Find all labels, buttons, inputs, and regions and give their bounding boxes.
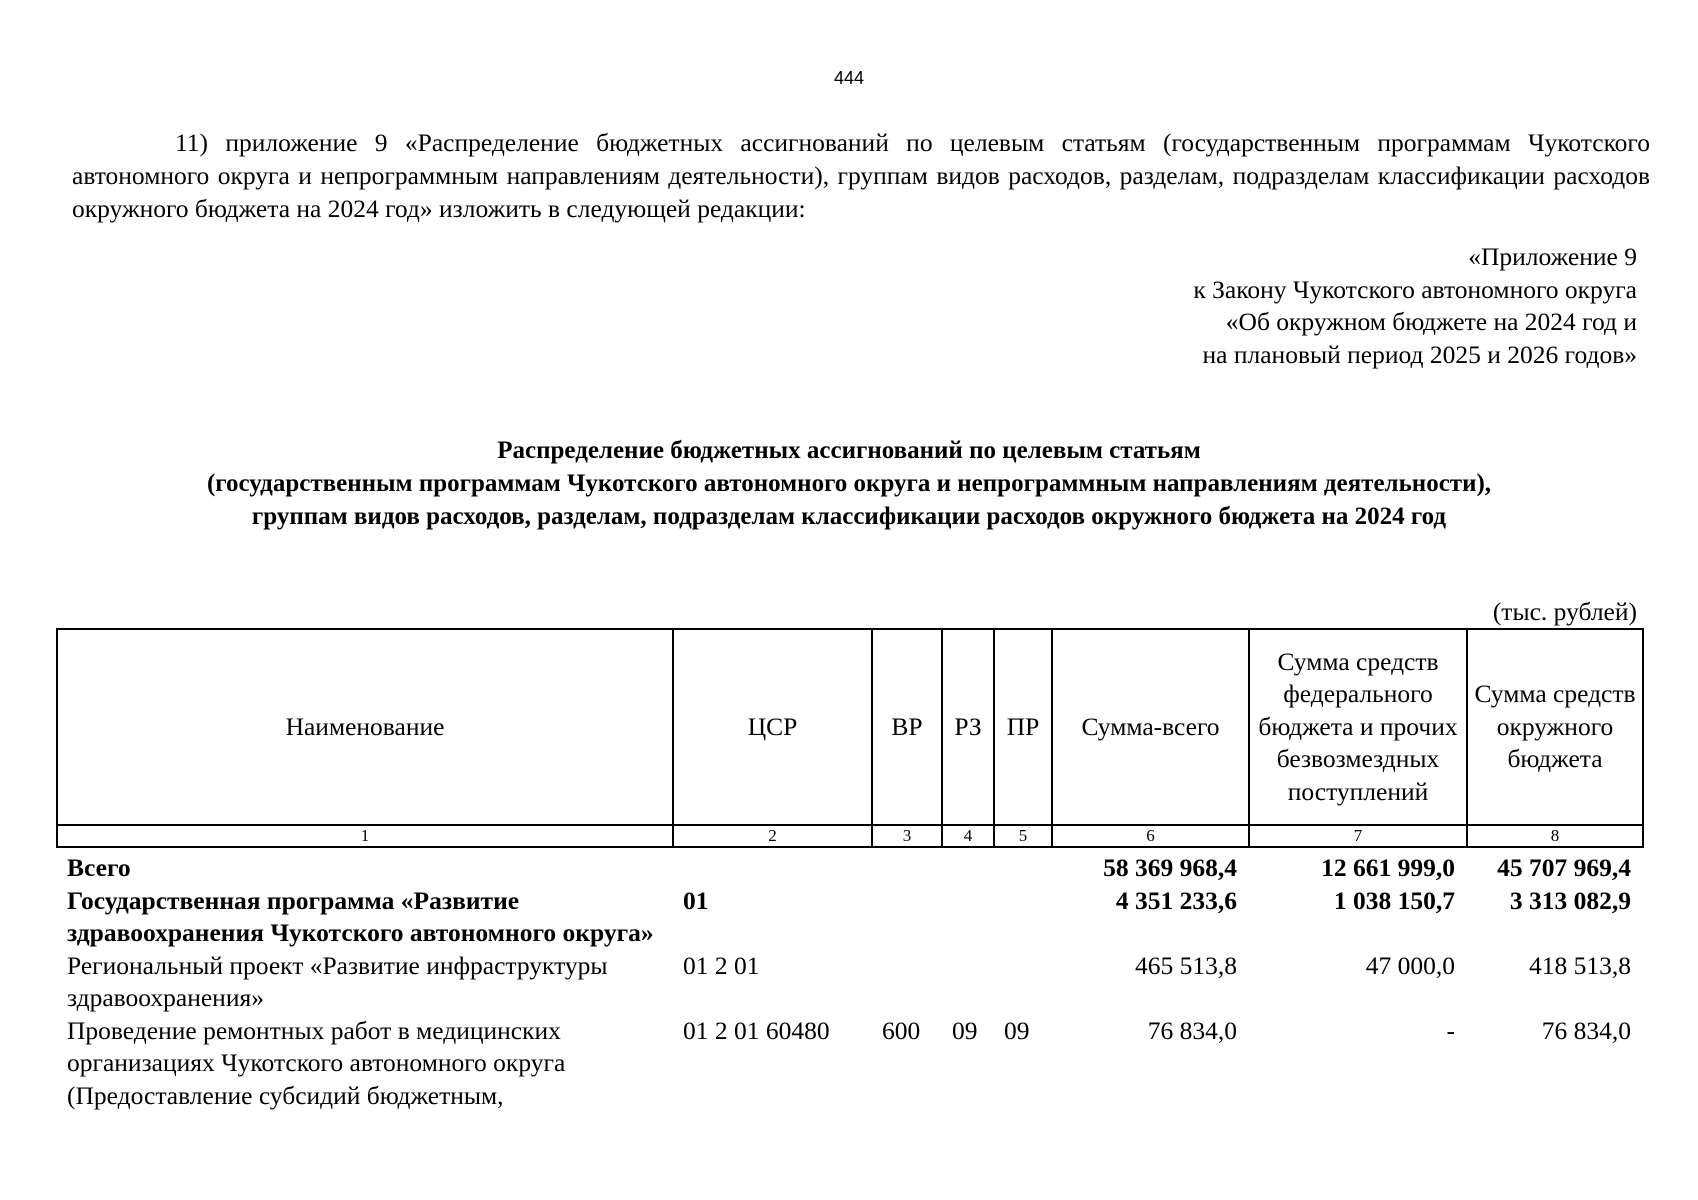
cell-federal: - <box>1446 1015 1455 1045</box>
header-federal: Сумма средств федерального бюджета и прочих безвозмездных поступлений <box>1249 629 1467 825</box>
column-number: 2 <box>673 825 872 847</box>
table-row-program <box>57 885 1643 950</box>
cell-rz <box>942 885 994 950</box>
header-district: Сумма средств окружного бюджета <box>1467 629 1643 825</box>
cell-district: 76 834,0 <box>1541 1015 1631 1045</box>
appendix-line-1: «Приложение 9 <box>1468 242 1637 271</box>
title-line-2: (государственным программам Чукотского автономного округа и непрограммным направлениям деятельности), <box>206 470 1492 497</box>
cell-pr <box>994 885 1052 950</box>
cell-name: Проведение ремонтных работ в медицинских организациях Чукотского автономного округа (Предоставление субсидий бюджетным, <box>67 1015 566 1110</box>
cell-pr: 09 <box>1004 1015 1030 1045</box>
cell-name: Региональный проект «Развитие инфраструктуры здравоохранения» <box>67 950 608 1012</box>
cell-total: 76 834,0 <box>1147 1015 1237 1045</box>
intro-paragraph: 11) приложение 9 «Распределение бюджетных ассигнований по целевым статьям (государственным программам Чукотского автономного округа и непрограммным направлениям деятельности), группам видов расходов, разделам, подразделам классификации расходов окружного бюджета на 2024 год» изложить в следующей редакции: <box>72 128 1650 223</box>
header-total: Сумма-всего <box>1052 629 1249 825</box>
cell-district: 45 707 969,4 <box>1497 853 1631 882</box>
table-header-row <box>57 629 1643 825</box>
cell-csr: 01 <box>683 885 709 915</box>
header-pr: ПР <box>994 629 1052 825</box>
table-row-total <box>57 847 1643 885</box>
cell-pr <box>994 950 1052 1015</box>
cell-rz <box>942 847 994 885</box>
cell-district: 3 313 082,9 <box>1509 885 1631 915</box>
column-number: 8 <box>1467 825 1643 847</box>
column-number: 4 <box>942 825 994 847</box>
cell-csr: 01 2 01 <box>683 950 760 980</box>
cell-federal: 12 661 999,0 <box>1321 853 1455 882</box>
cell-federal: 47 000,0 <box>1365 950 1455 980</box>
appendix-line-3: «Об окружном бюджете на 2024 год и <box>1225 307 1637 336</box>
cell-csr: 01 2 01 60480 <box>683 1015 830 1045</box>
cell-vr <box>872 950 942 1015</box>
units-label: (тыс. рублей) <box>1492 597 1637 626</box>
header-rz: РЗ <box>942 629 994 825</box>
cell-total: 58 369 968,4 <box>1103 853 1237 882</box>
appendix-reference <box>937 241 1637 371</box>
cell-federal: 1 038 150,7 <box>1333 885 1455 915</box>
page-number: 444 <box>833 68 865 88</box>
header-name: Наименование <box>57 629 673 825</box>
column-number: 5 <box>994 825 1052 847</box>
column-number: 1 <box>57 825 673 847</box>
cell-pr <box>994 847 1052 885</box>
cell-district: 418 513,8 <box>1529 950 1631 980</box>
table-row-project <box>57 950 1643 1015</box>
appendix-line-4: на плановый период 2025 и 2026 годов» <box>1202 339 1637 369</box>
document-title <box>0 434 1698 533</box>
header-vr: ВР <box>872 629 942 825</box>
cell-vr <box>872 847 942 885</box>
cell-vr: 600 <box>882 1015 921 1045</box>
column-number-row <box>57 825 1643 847</box>
column-number: 7 <box>1249 825 1467 847</box>
title-line-3: группам видов расходов, разделам, подразделам классификации расходов окружного бюджета на 2024 год <box>251 503 1447 530</box>
budget-table <box>56 628 1644 1112</box>
cell-vr <box>872 885 942 950</box>
cell-csr <box>673 847 872 885</box>
table-row-item <box>57 1015 1643 1113</box>
cell-name: Всего <box>67 853 131 882</box>
column-number: 6 <box>1052 825 1249 847</box>
cell-name: Государственная программа «Развитие здравоохранения Чукотского автономного округа» <box>67 885 654 947</box>
cell-total: 4 351 233,6 <box>1115 885 1237 915</box>
appendix-line-2: к Закону Чукотского автономного округа <box>1193 274 1637 304</box>
cell-total: 465 513,8 <box>1135 950 1237 980</box>
header-csr: ЦСР <box>673 629 872 825</box>
column-number: 3 <box>872 825 942 847</box>
cell-rz: 09 <box>952 1015 978 1045</box>
title-line-1: Распределение бюджетных ассигнований по целевым статьям <box>497 437 1201 464</box>
cell-rz <box>942 950 994 1015</box>
